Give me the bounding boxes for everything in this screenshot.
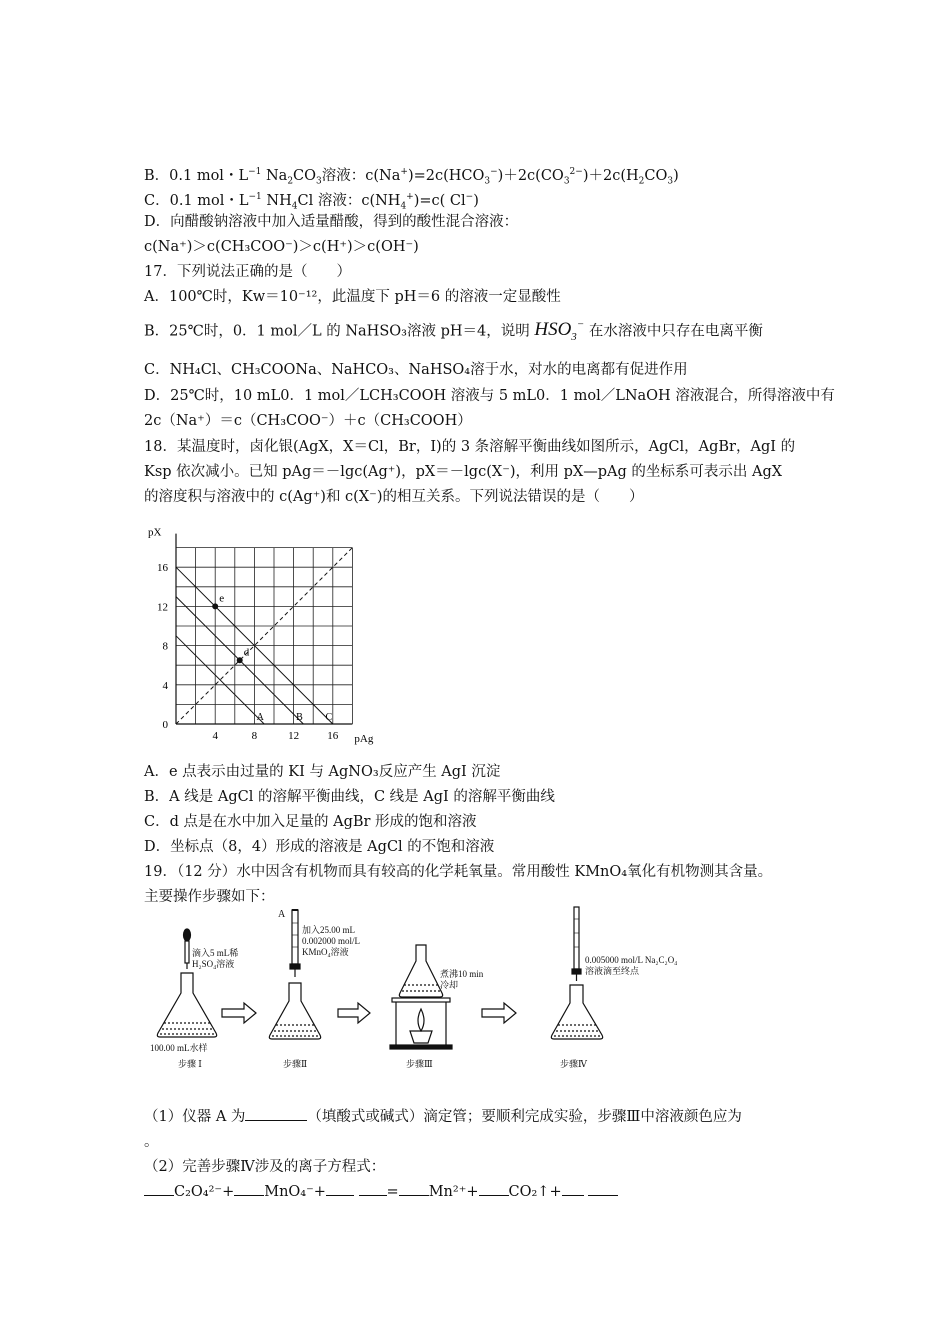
point-e	[212, 603, 218, 609]
titration-steps-figure	[140, 905, 740, 1075]
blank-coef-5[interactable]	[479, 1183, 509, 1196]
arrow-2	[338, 1003, 370, 1023]
x-tick-label: 16	[327, 730, 339, 742]
q17-option-d-cont: 2c（Na⁺）＝c（CH₃COO⁻）＋c（CH₃COOH）	[144, 413, 472, 429]
y-tick-label: 16	[157, 562, 168, 575]
series-line-diagonal	[176, 548, 352, 724]
q18-option-c: C．d 点是在水中加入足量的 AgBr 形成的饱和溶液	[144, 814, 477, 830]
step3-flask	[399, 945, 442, 997]
point-d	[237, 657, 243, 663]
step1-caption: 步骤 Ⅰ	[178, 1059, 202, 1069]
step4-label-1: 0.005000 mol/L Na₂C₂O₄	[585, 955, 678, 965]
y-axis-label: pX	[148, 526, 162, 539]
x-axis-label: pAg	[354, 733, 374, 745]
q19-part2: （2）完善步骤Ⅳ涉及的离子方程式：	[144, 1159, 386, 1175]
step1-label-2: H₂SO₄溶液	[192, 959, 235, 969]
step2-flask	[269, 983, 320, 1039]
step4-label-2: 溶液滴至终点	[585, 966, 640, 976]
y-tick-label: 8	[162, 640, 168, 653]
q19-part1: （1）仪器 A 为 （填酸式或碱式）滴定管；要顺利完成实验，步骤Ⅲ中溶液颜色应为	[144, 1109, 742, 1125]
q19-stem-line2: 主要操作步骤如下：	[144, 889, 275, 905]
q18-stem-line3: 的溶度积与溶液中的 c(Ag⁺)和 c(X⁻)的相互关系。下列说法错误的是（ ）	[144, 489, 644, 505]
x-tick-label: 12	[288, 730, 300, 742]
blank-coef-4[interactable]	[399, 1183, 429, 1196]
point-label-d: d	[243, 646, 250, 659]
arrow-1	[222, 1003, 256, 1023]
q18-stem-line2: Ksp 依次减小。已知 pAg＝－lgc(Ag⁺)，pX＝－lgc(X⁻)，利用 pX—pAg 的坐标系可表示出 AgX	[144, 464, 783, 480]
q17-option-d: D．25℃时，10 mL0．1 mol／LCH₃COOH 溶液与 5 mL0．1 mol／LNaOH 溶液混合，所得溶液中有	[144, 388, 835, 404]
blank-burette-type[interactable]	[245, 1108, 307, 1121]
step3-label-2: 冷却	[440, 980, 459, 990]
step2-a-label: A	[278, 909, 286, 920]
q16-option-d: D．向醋酸钠溶液中加入适量醋酸，得到的酸性混合溶液：	[144, 214, 519, 230]
step2-label-3: KMnO₄溶液	[302, 947, 349, 957]
y-tick-label: 0	[162, 719, 168, 731]
series-label-A: A	[256, 712, 264, 723]
step3-label-1: 煮沸10 min	[440, 969, 484, 979]
q19-stem-line1: 19．（12 分）水中因含有机物而具有较高的化学耗氧量。常用酸性 KMnO₄氧化有机物测其含量。	[144, 864, 773, 880]
q17-option-a: A．100℃时，Kw＝10⁻¹²，此温度下 pH＝6 的溶液一定显酸性	[144, 289, 561, 305]
q18-option-a: A．e 点表示由过量的 KI 与 AgNO₃反应产生 AgI 沉淀	[144, 764, 501, 780]
step3-caption: 步骤Ⅲ	[406, 1059, 433, 1069]
q19-part1-cont: 。	[144, 1134, 159, 1150]
step4-flask	[551, 985, 602, 1039]
q18-stem-line1: 18．某温度时，卤化银(AgX，X＝Cl，Br，I)的 3 条溶解平衡曲线如图所示，AgCl，AgBr，AgI 的	[144, 439, 796, 455]
step1-label-1: 滴入5 mL稀	[192, 948, 239, 958]
step4-burette	[572, 907, 581, 981]
step2-caption: 步骤Ⅱ	[283, 1059, 308, 1069]
blank-species-2[interactable]	[588, 1183, 618, 1196]
blank-coef-1[interactable]	[144, 1183, 174, 1196]
chart-series	[176, 548, 352, 724]
x-tick-label: 8	[251, 730, 258, 742]
step2-label-1: 加入25.00 mL	[302, 925, 355, 935]
q17-option-b: B．25℃时，0．1 mol／L 的 NaHSO₃溶液 pH＝4，说明 $HSO_3^-$ 在水溶液中只存在电离平衡	[144, 319, 763, 344]
series-label-B: B	[296, 712, 303, 723]
q16-option-c: C．0.1 mol・$L^{-1}$ $NH_4Cl$ 溶液：$c(NH_4^+)=c$( Cl−)	[144, 192, 479, 212]
series-label-C: C	[325, 712, 333, 723]
step4-caption: 步骤Ⅳ	[560, 1059, 587, 1069]
step2-burette	[290, 910, 300, 977]
blank-coef-6[interactable]	[562, 1183, 584, 1196]
q16-option-d-formula: c(Na⁺)＞c(CH₃COO⁻)＞c(H⁺)＞c(OH⁻)	[144, 239, 419, 255]
point-label-e: e	[219, 592, 225, 605]
q16-option-b: B．0.1 mol・$L^{-1}$ $Na_2CO_3$溶液：$c(Na^+)=2c(HCO_3^-)+2c(CO_3^{2-})+2c(H_2CO_3)$	[144, 167, 679, 187]
q17-stem: 17．下列说法正确的是（ ）	[144, 264, 351, 280]
step2-label-2: 0.002000 mol/L	[302, 936, 360, 946]
arrow-3	[482, 1003, 516, 1023]
step1-dropper	[184, 929, 191, 969]
step1-water-label: 100.00 mL水样	[150, 1043, 208, 1053]
q17-option-c: C．NH₄Cl、CH₃COONa、NaHCO₃、NaHSO₄溶于水，对水的电离都有促进作用	[144, 362, 688, 378]
solubility-chart	[140, 510, 410, 750]
x-tick-label: 4	[212, 730, 218, 742]
step3-heater	[390, 998, 452, 1049]
chart-axes	[176, 534, 352, 724]
q19-equation: C₂O₄²⁻+ MnO₄⁻+ = Mn²⁺+ CO₂↑+	[144, 1181, 618, 1203]
q18-option-b: B．A 线是 AgCl 的溶解平衡曲线，C 线是 AgI 的溶解平衡曲线	[144, 789, 555, 805]
blank-species-1[interactable]	[359, 1183, 387, 1196]
y-tick-label: 12	[157, 601, 168, 614]
blank-coef-3[interactable]	[326, 1183, 354, 1196]
hso3-ion: $HSO_3^-$	[534, 319, 585, 344]
step1-flask	[157, 973, 216, 1037]
y-tick-label: 4	[162, 679, 168, 692]
blank-coef-2[interactable]	[234, 1183, 264, 1196]
q18-option-d: D．坐标点（8，4）形成的溶液是 AgCl 的不饱和溶液	[144, 839, 495, 855]
